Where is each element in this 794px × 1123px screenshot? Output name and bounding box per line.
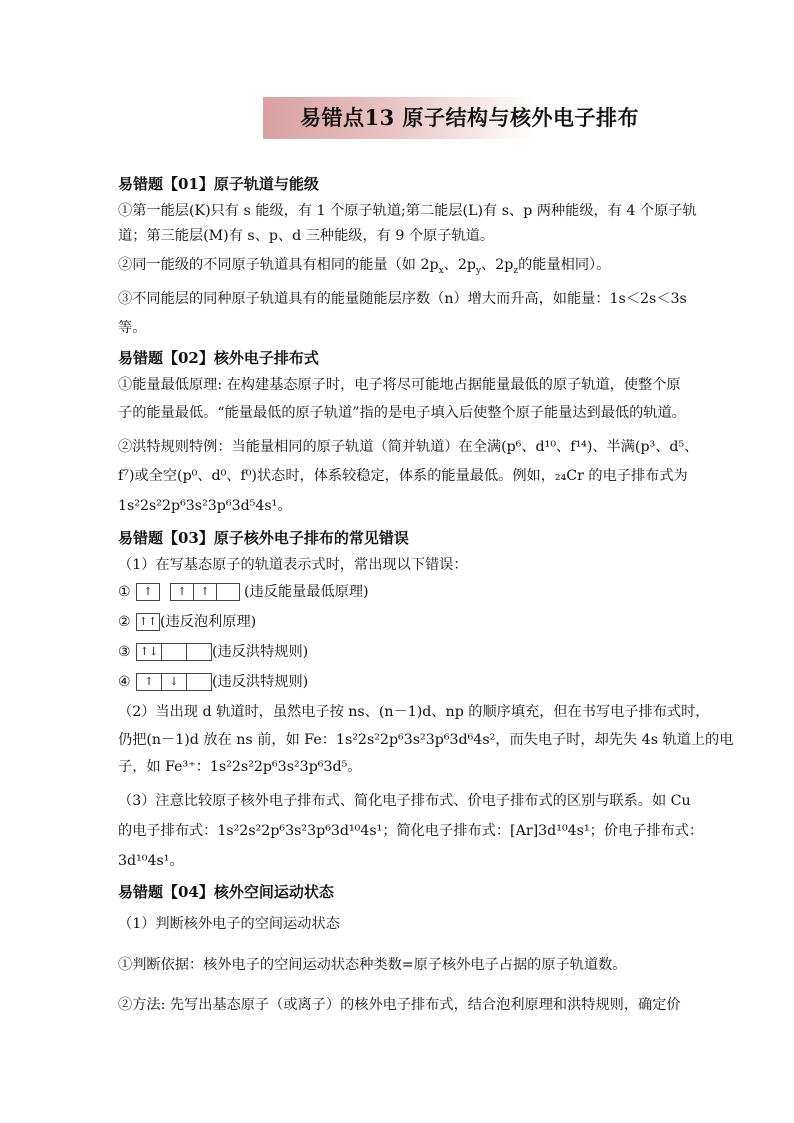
orbital-divider xyxy=(186,674,187,690)
section-heading-03: 易错题【03】原子核外电子排布的常见错误 xyxy=(118,529,409,547)
s1-p2-pre: ②同一能级的不同原子轨道具有相同的能量（如 2p xyxy=(118,257,439,273)
s3-paragraph-3b: 的电子排布式：1s²2s²2p⁶3s²3p⁶3d¹⁰4s¹；简化电子排布式：[Ar]3d¹⁰4s¹；价电子排布式： xyxy=(118,823,704,839)
item-number-4: ④ xyxy=(118,674,131,690)
item-number-1: ① xyxy=(118,584,131,600)
orbital-box-1s xyxy=(136,583,160,601)
s2-paragraph-2a: ②洪特规则特例：当能量相同的原子轨道（简并轨道）在全满(p⁶、d¹⁰、f¹⁴)、半满(p³、d⁵、 xyxy=(118,439,699,455)
s4-paragraph-1: ①判断依据：核外电子的空间运动状态种类数=原子核外电子占据的原子轨道数。 xyxy=(118,957,627,973)
s3-paragraph-3a: （3）注意比较原子核外电子排布式、简化电子排布式、价电子排布式的区别与联系。如 Cu xyxy=(118,793,691,809)
arrow-down-icon: ↓ xyxy=(169,675,179,688)
s1-p2-post: 的能量相同）。 xyxy=(518,257,611,273)
sub-x: x xyxy=(438,265,444,276)
arrow-up-icon: ↑ xyxy=(143,585,153,598)
item-number-2: ② xyxy=(118,614,131,630)
orbital-divider xyxy=(216,584,217,600)
section-heading-01: 易错题【01】原子轨道与能级 xyxy=(118,175,319,193)
item-note-4: (违反洪特规则) xyxy=(212,674,309,690)
s1-paragraph-1a: ①第一能层(K)只有 s 能级，有 1 个原子轨道;第二能层(L)有 s、p 两种能级，有 4 个原子轨 xyxy=(118,203,697,219)
orbital-box xyxy=(136,613,160,631)
s1-paragraph-3a: ③不同能层的同种原子轨道具有的能量随能层序数（n）增大而升高，如能量：1s＜2s＜3s xyxy=(118,291,687,307)
s4-intro: （1）判断核外电子的空间运动状态 xyxy=(118,916,340,932)
section-heading-04: 易错题【04】核外空间运动状态 xyxy=(118,883,334,901)
s2-paragraph-2c: 1s²2s²2p⁶3s²3p⁶3d⁵4s¹。 xyxy=(118,498,292,514)
arrow-up-icon: ↑ xyxy=(144,675,154,688)
sub-z: z xyxy=(513,265,519,276)
s3-paragraph-3c: 3d¹⁰4s¹。 xyxy=(118,853,184,869)
s2-paragraph-1b: 子的能量最低。“能量最低的原子轨道”指的是电子填入后使整个原子能量达到最低的轨道。 xyxy=(118,405,686,421)
arrow-up-icon: ↑ xyxy=(177,585,187,598)
orbital-divider xyxy=(161,644,162,660)
s2-paragraph-2b: f⁷)或全空(p⁰、d⁰、f⁰)状态时，体系较稳定，体系的能量最低。例如，₂₄Cr 的电子排布式为 xyxy=(118,468,688,484)
item-note-2: (违反泡利原理) xyxy=(160,614,257,630)
arrow-up-down-icon: ↑↓ xyxy=(139,645,159,658)
s3-paragraph-2a: （2）当出现 d 轨道时，虽然电子按 ns、(n－1)d、np 的顺序填充，但在书写电子排布式时， xyxy=(118,704,710,720)
s2-paragraph-1a: ①能量最低原理: 在构建基态原子时，电子将尽可能地占据能量最低的原子轨道，使整个原 xyxy=(118,377,681,393)
s1-paragraph-3b: 等。 xyxy=(118,320,147,336)
s1-p2-sep2: 、2p xyxy=(481,257,514,273)
arrow-up-icon: ↑ xyxy=(200,585,210,598)
arrow-up-up-icon: ↑↑ xyxy=(138,615,158,628)
item-number-3: ③ xyxy=(118,644,131,660)
s1-paragraph-2 xyxy=(118,255,678,275)
orbital-box-2p xyxy=(170,583,240,601)
s4-paragraph-2: ②方法: 先写出基态原子（或离子）的核外电子排布式，结合泡利原理和洪特规则，确定价 xyxy=(118,997,681,1013)
section-heading-02: 易错题【02】核外电子排布式 xyxy=(118,349,319,367)
sub-y: y xyxy=(475,265,482,276)
orbital-divider xyxy=(186,644,187,660)
item-note-1: (违反能量最低原理) xyxy=(244,584,369,600)
s1-paragraph-1b: 道；第三能层(M)有 s、p、d 三种能级，有 9 个原子轨道。 xyxy=(118,228,495,244)
orbital-box-p xyxy=(136,643,212,661)
s1-p2-sep1: 、2p xyxy=(443,257,476,273)
page-title: 易错点13 原子结构与核外电子排布 xyxy=(300,105,640,130)
item-note-3: (违反洪特规则) xyxy=(212,644,309,660)
s3-paragraph-2c: 子，如 Fe³⁺：1s²2s²2p⁶3s²3p⁶3d⁵。 xyxy=(118,759,362,775)
s3-paragraph-2b: 仍把(n－1)d 放在 ns 前，如 Fe：1s²2s²2p⁶3s²3p⁶3d⁶4s²，而失电子时，却先失 4s 轨道上的电 xyxy=(118,732,734,748)
s3-intro: （1）在写基态原子的轨道表示式时，常出现以下错误： xyxy=(118,557,468,573)
orbital-box-p xyxy=(136,673,212,691)
